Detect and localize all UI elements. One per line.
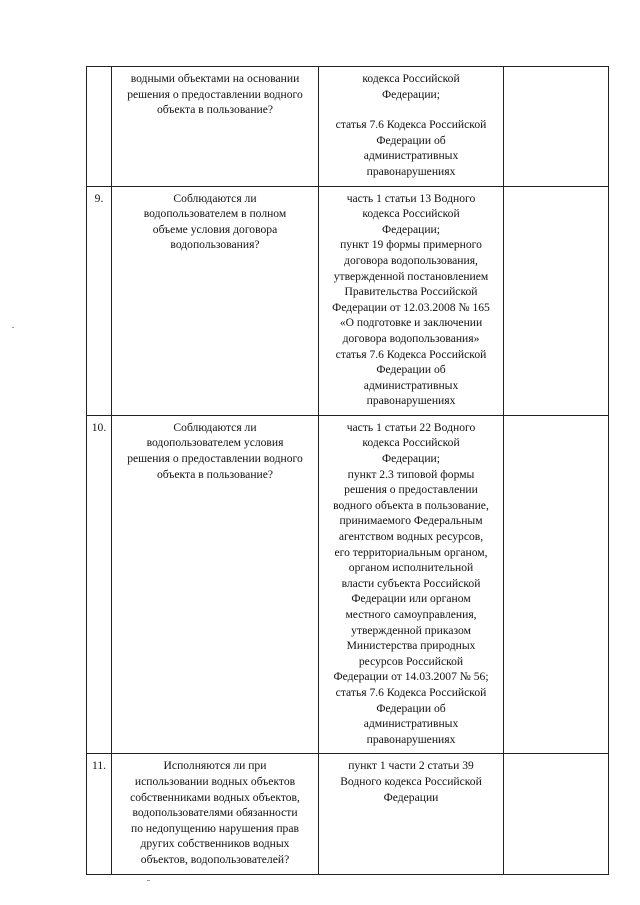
row-number: 10.: [91, 420, 107, 434]
legal-basis-line: принимаемого Федеральным: [339, 514, 483, 528]
row-number-cell: [87, 754, 112, 874]
legal-basis-line: Правительства Российской: [344, 285, 478, 299]
table-row: [87, 186, 609, 415]
checklist-table: [86, 66, 609, 875]
answer-cell: [504, 67, 609, 187]
legal-basis-line: пункт 2.3 типовой формы: [347, 467, 475, 481]
legal-basis-line: часть 1 статьи 13 Водного: [346, 191, 476, 205]
row-number-cell: [87, 415, 112, 753]
legal-basis-line: правонарушениях: [366, 164, 456, 178]
legal-basis-line: Федерации;: [382, 222, 440, 236]
legal-basis-line: Министерства природных: [346, 639, 476, 653]
question-line: собственниками водных объектов,: [130, 790, 300, 804]
question-line: решения о предоставлении водного: [127, 452, 303, 466]
legal-basis-line: органом исполнительной: [348, 561, 474, 575]
legal-basis-line: статья 7.6 Кодекса Российской: [335, 347, 487, 361]
row-number-cell: [87, 67, 112, 187]
legal-basis-line: Федерации или органом: [351, 592, 471, 606]
legal-basis-line: утвержденной постановлением: [333, 269, 489, 283]
legal-basis-line: утвержденной приказом: [351, 623, 471, 637]
question-cell: [112, 186, 319, 415]
legal-basis-line: статья 7.6 Кодекса Российской: [335, 118, 487, 132]
row-number: 9.: [94, 191, 104, 205]
scan-speck: [147, 880, 150, 881]
question-line: других собственников водных: [140, 837, 290, 851]
legal-basis-cell: [319, 67, 504, 187]
legal-basis-line: пункт 1 части 2 статьи 39: [348, 759, 474, 773]
legal-basis-line: кодекса Российской: [362, 436, 460, 450]
legal-basis-cell: [319, 754, 504, 874]
legal-basis-line: местного самоуправления,: [345, 608, 477, 621]
question-line: водопользования?: [170, 238, 260, 252]
legal-basis-line: кодекса Российской: [362, 72, 460, 85]
row-number: 11.: [91, 759, 107, 773]
legal-basis-line: его территориальным органом,: [334, 545, 488, 559]
answer-cell: [504, 415, 609, 753]
question-line: объектов, водопользователей?: [140, 852, 290, 866]
table-row: [87, 754, 609, 874]
question-line: объекта в пользование?: [156, 103, 274, 117]
legal-basis-line: «О подготовке и заключении: [339, 316, 483, 330]
legal-basis-line: Федерации;: [382, 452, 440, 466]
question-cell: [112, 754, 319, 874]
legal-basis-cell: [319, 415, 504, 753]
question-line: Соблюдаются ли: [173, 191, 257, 205]
question-line: решения о предоставлении водного: [127, 87, 303, 101]
legal-basis-line: административных: [363, 717, 459, 731]
question-line: по недопущению нарушения прав: [131, 821, 299, 835]
question-cell: [112, 415, 319, 753]
legal-basis-line: ресурсов Российской: [358, 654, 464, 668]
answer-cell: [504, 754, 609, 874]
legal-basis-cell: [319, 186, 504, 415]
legal-basis-line: кодекса Российской: [362, 207, 460, 221]
legal-basis-line: пункт 19 формы примерного: [340, 238, 482, 252]
paragraph-gap: [321, 102, 501, 117]
question-line: использовании водных объектов: [134, 774, 296, 788]
question-line: Соблюдаются ли: [173, 420, 257, 434]
legal-basis-line: Водного кодекса Российской: [340, 774, 482, 788]
question-line: объеме условия договора: [152, 222, 278, 236]
legal-basis-line: Федерации;: [382, 87, 440, 101]
question-cell: [112, 67, 319, 187]
legal-basis-line: договора водопользования»: [342, 331, 480, 345]
legal-basis-line: Федерации от 12.03.2008 № 165: [332, 300, 490, 314]
question-line: водными объектами на основании: [130, 72, 300, 85]
table-row: [87, 67, 609, 187]
question-line: Исполняются ли при: [163, 759, 267, 773]
legal-basis-line: решения о предоставлении: [344, 483, 478, 497]
legal-basis-line: агентством водных ресурсов,: [338, 530, 484, 544]
legal-basis-line: Федерации об: [376, 701, 446, 715]
legal-basis-line: административных: [363, 149, 459, 163]
row-number-cell: [87, 186, 112, 415]
question-line: водопользователем условия: [146, 436, 284, 450]
legal-basis-line: административных: [363, 378, 459, 392]
legal-basis-line: Федерации об: [376, 363, 446, 377]
legal-basis-line: правонарушениях: [366, 732, 456, 746]
table-row: [87, 415, 609, 753]
answer-cell: [504, 186, 609, 415]
legal-basis-line: статья 7.6 Кодекса Российской: [335, 685, 487, 699]
legal-basis-line: правонарушениях: [366, 394, 456, 408]
legal-basis-line: Федерации: [383, 790, 439, 804]
legal-basis-line: водного объекта в пользование,: [333, 498, 489, 512]
table-body: [87, 67, 609, 875]
scan-speck: [12, 327, 14, 328]
legal-basis-line: договора водопользования,: [344, 253, 478, 267]
legal-basis-line: Федерации от 14.03.2007 № 56;: [333, 670, 489, 684]
legal-basis-line: власти субъекта Российской: [341, 576, 481, 590]
question-line: водопользователем в полном: [143, 207, 287, 221]
legal-basis-line: часть 1 статьи 22 Водного: [346, 420, 476, 434]
question-line: водопользователями обязанности: [132, 806, 298, 820]
legal-basis-line: Федерации об: [376, 133, 446, 147]
question-line: объекта в пользование?: [156, 467, 274, 481]
